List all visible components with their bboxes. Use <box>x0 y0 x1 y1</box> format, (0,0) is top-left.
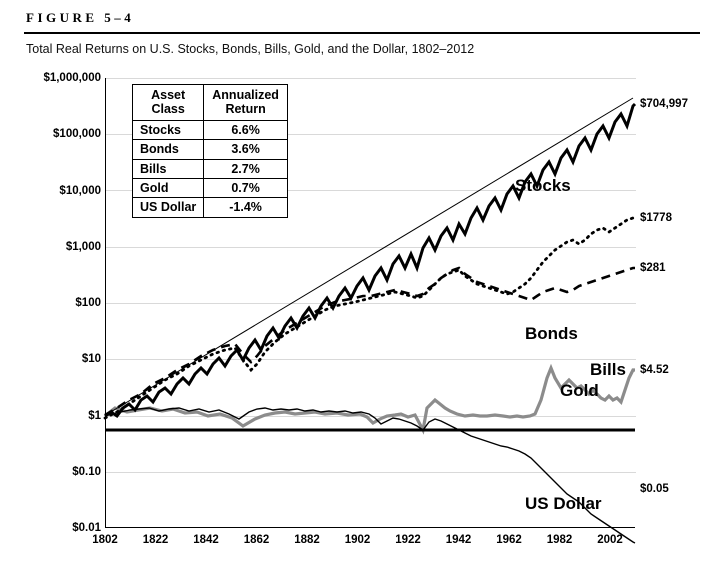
series-label-stocks: Stocks <box>515 176 571 195</box>
series-label-usdollar: US Dollar <box>525 494 602 513</box>
figure-divider <box>24 32 700 34</box>
table-row <box>133 120 288 139</box>
y-tick: $0.10 <box>72 465 101 478</box>
end-value-bills: $281 <box>640 262 666 274</box>
y-tick: $100,000 <box>53 128 101 141</box>
end-value-usdollar: $0.05 <box>640 483 669 495</box>
table-row <box>133 178 288 197</box>
x-tick: 1942 <box>445 534 472 546</box>
x-tick: 1842 <box>193 534 219 546</box>
y-tick: $1,000,000 <box>43 72 101 84</box>
legend-asset-name: Stocks <box>133 120 204 139</box>
figure-label: FIGURE 5–4 <box>26 10 135 25</box>
figure-title: Total Real Returns on U.S. Stocks, Bonds, Bills, Gold, and the Dollar, 1802–2012 <box>26 42 475 56</box>
legend-header-return-line1: Annualized <box>212 88 279 102</box>
legend-header-asset-class <box>133 85 204 121</box>
x-tick: 1882 <box>294 534 320 546</box>
series-label-gold: Gold <box>560 381 599 400</box>
x-tick: 1822 <box>142 534 169 546</box>
chart-plot-area <box>0 66 722 564</box>
x-tick: 1902 <box>344 534 371 546</box>
series-gold-line <box>105 368 635 430</box>
y-tick: $100 <box>75 297 101 309</box>
x-tick: 1862 <box>243 534 270 546</box>
series-bonds-line <box>105 218 635 418</box>
y-tick: $10 <box>81 353 101 366</box>
legend-asset-name: Gold <box>133 178 204 197</box>
table-row <box>133 198 288 217</box>
x-axis-labels <box>92 528 635 552</box>
legend-asset-name: Bonds <box>133 140 204 159</box>
y-tick: $1 <box>88 409 101 422</box>
end-value-stocks: $704,997 <box>640 98 688 110</box>
x-tick: 2002 <box>597 534 623 546</box>
end-value-bonds: $1778 <box>640 212 672 224</box>
series-label-bonds: Bonds <box>525 324 578 343</box>
x-tick: 1982 <box>546 534 573 546</box>
legend-table <box>132 84 288 218</box>
legend-asset-return: 6.6% <box>204 120 288 139</box>
x-tick: 1962 <box>496 534 522 546</box>
y-tick: $10,000 <box>59 184 101 197</box>
y-tick: $0.01 <box>72 522 101 534</box>
table-row <box>133 140 288 159</box>
legend-header-asset-line1: Asset <box>151 88 186 102</box>
legend-asset-return: 3.6% <box>204 140 288 159</box>
chart-curves <box>0 66 722 564</box>
legend-asset-return: 0.7% <box>204 178 288 197</box>
legend-header-row <box>133 85 288 121</box>
series-usdollar-line <box>105 408 635 543</box>
x-tick: 1922 <box>395 534 421 546</box>
legend-header-return-line2: Return <box>225 102 266 117</box>
y-tick: $1,000 <box>65 240 101 253</box>
end-value-gold: $4.52 <box>640 364 669 376</box>
x-tick: 1802 <box>92 534 118 546</box>
table-row <box>133 159 288 178</box>
legend-asset-return: 2.7% <box>204 159 288 178</box>
legend-asset-name: US Dollar <box>133 198 204 217</box>
legend-asset-name: Bills <box>133 159 204 178</box>
legend-asset-return: -1.4% <box>204 198 288 217</box>
series-label-bills: Bills <box>590 360 626 379</box>
legend-header-asset-line2: Class <box>151 102 185 117</box>
legend-header-annualized-return <box>204 85 288 121</box>
